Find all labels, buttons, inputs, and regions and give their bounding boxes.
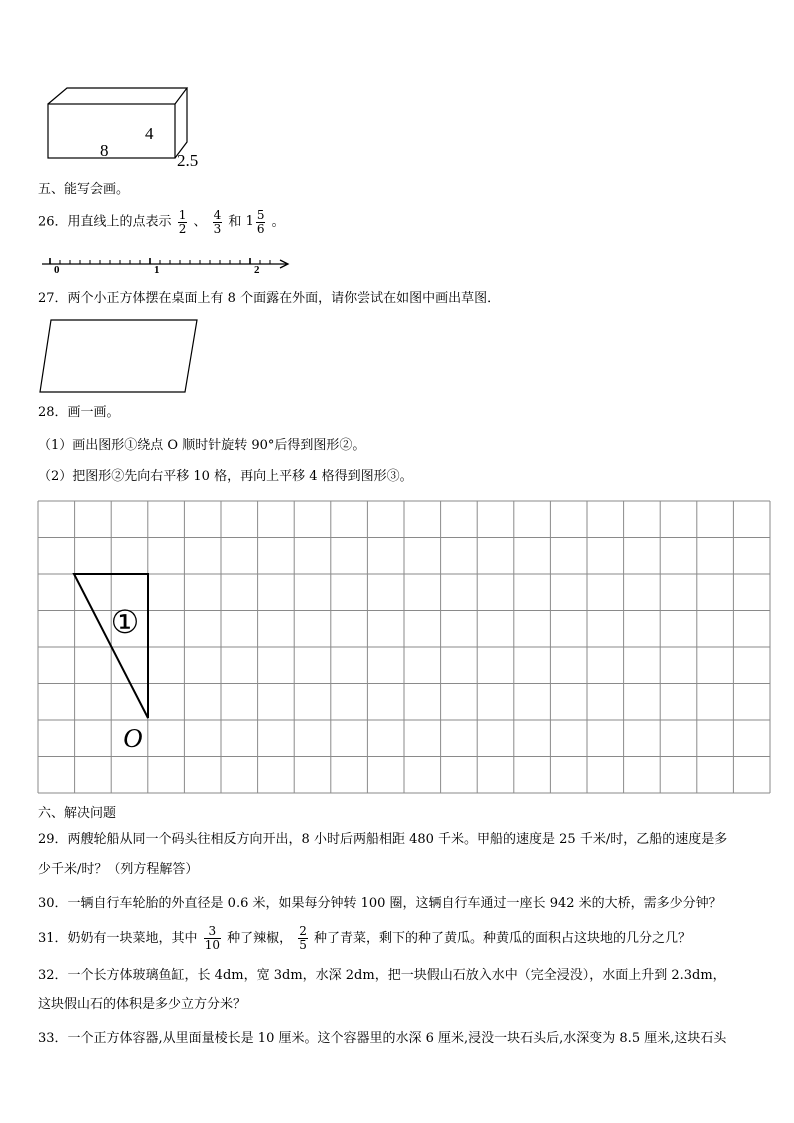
tick-label-0: 0: [54, 264, 60, 276]
point-o-label: O: [123, 723, 143, 753]
q31-post: 种了青菜，剩下的种了黄瓜。种黄瓜的面积占这块地的几分之几？: [314, 931, 692, 946]
q32-line1: 32．一个长方体玻璃鱼缸，长 4dm，宽 3dm，水深 2dm，把一块假山石放入水中（完全浸没），水面上升到 2.3dm，: [38, 968, 726, 983]
cuboid-height-label: 4: [145, 124, 154, 143]
grid-figure: [37, 500, 771, 796]
q26-sep: 、: [193, 214, 207, 230]
q26-mixed-int: 1: [245, 214, 254, 229]
cuboid-top-face: [48, 88, 187, 104]
cuboid-front-face: [48, 104, 175, 158]
q31-fraction-1: $\frac{3}{10}$: [204, 924, 220, 952]
q31-fraction-2: $\frac{2}{5}$: [299, 924, 307, 952]
number-line: [40, 252, 295, 278]
q29-line2: 少千米/时？（列方程解答）: [38, 862, 199, 877]
q33-text: 33．一个正方体容器,从里面量棱长是 10 厘米。这个容器里的水深 6 厘米,浸没一块石头后,水深变为 8.5 厘米,这块石头: [38, 1031, 727, 1046]
parallelogram: [40, 320, 197, 392]
q26-fraction-2: $\frac{4}{3}$: [213, 207, 222, 236]
q28-sub2: （2）把图形②先向右平移 10 格，再向上平移 4 格得到图形③。: [38, 469, 413, 484]
q32-line2: 这块假山石的体积是多少立方分米？: [38, 997, 247, 1012]
q27-text: 27．两个小正方体摆在桌面上有 8 个面露在外面，请你尝试在如图中画出草图．: [38, 291, 501, 306]
q28-sub1: （1）画出图形①绕点 O 顺时针旋转 90°后得到图形②。: [38, 438, 366, 453]
q30-text: 30．一辆自行车轮胎的外直径是 0.6 米，如果每分钟转 100 圈，这辆自行车通过一座长 942 米的大桥，需多少分钟？: [38, 896, 722, 911]
cuboid-figure: [40, 84, 220, 170]
section5-title: 五、能写会画。: [38, 182, 130, 197]
q31-pre: 31．奶奶有一块菜地，其中: [38, 931, 198, 946]
q26-prefix: 26．用直线上的点表示: [38, 214, 172, 230]
cuboid-side-face: [175, 88, 187, 158]
cuboid-width-label: 2.5: [177, 151, 199, 170]
section6-title: 六、解决问题: [38, 806, 117, 821]
tick-label-1: 1: [154, 264, 160, 276]
q26-fraction-1: $\frac{1}{2}$: [178, 207, 187, 236]
q31-mid: 种了辣椒，: [227, 931, 293, 946]
q29-line1: 29．两艘轮船从同一个码头往相反方向开出，8 小时后两船相距 480 千米。甲船的速度是 25 千米/时，乙船的速度是多: [38, 832, 728, 847]
q26-text: [38, 206, 285, 239]
shape-1-label: ①: [110, 604, 140, 640]
cuboid-length-label: 8: [100, 141, 109, 160]
q26-and: 和: [228, 214, 242, 230]
q28-title: 28．画一画。: [38, 405, 120, 420]
parallelogram-figure: [38, 318, 200, 396]
q26-fraction-3: $\frac{5}{6}$: [256, 207, 265, 236]
tick-label-2: 2: [254, 264, 260, 276]
q26-suffix: 。: [271, 214, 285, 230]
q31-text: [38, 923, 691, 955]
